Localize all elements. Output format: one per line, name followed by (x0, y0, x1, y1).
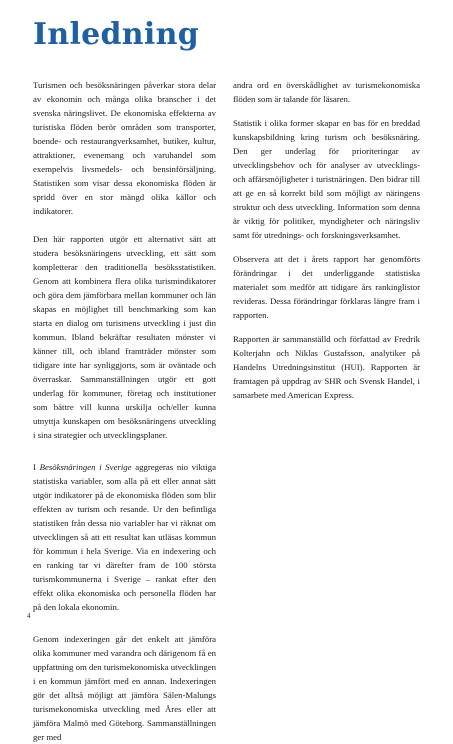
paragraph (33, 460, 216, 614)
paragraph-lead-text: I (33, 462, 40, 472)
paragraph-text: aggregeras nio viktiga statistiska variabler, som alla på ett eller annat sätt utgör indikatorer på de ekonomiska flöden som blir effekten av turism och resande. Ur den befintliga statistiken från dessa nio variabler har vi räknat om utvecklingen så att ett resultat kan utläsas kommun för kommun i hela Sverige. Via en indexering och en ranking tar vi därefter fram de 100 största turismkommunerna i Sverige – rankat efter den effekt olika ekonomiska och personella flöden har på den lokala ekonomin. (33, 462, 216, 612)
paragraph: Observera att det i årets rapport har genomförts förändringar i det underliggande statistiska materialet som medför att tidigare års rankinglistor revideras. Dessa förändringar förklaras längre fram i rapporten. (233, 254, 420, 320)
report-title-italic: Besöksnäringen i Sverige (39, 462, 132, 472)
paragraph: Statistik i olika former skapar en bas för en breddad kunskapsbildning kring turism och besöksnäring. Den ger underlag för prioriteringar av utvecklingsbehov och för analyser av utvecklings- och affärsmöjligheter i turistnäringen. Den bidrar till att ge en så korrekt bild som möjligt av näringens struktur och dess utveckling. Information som denna är viktig för politiker, myndigheter och näringsliv samt för utrednings- och forskningsverksamhet. (233, 118, 420, 240)
page-title: Inledning (33, 17, 200, 52)
paragraph: Rapporten är sammanställd och författad av Fredrik Kolterjahn och Niklas Gustafsson, analytiker på Handelns Utredningsinstitut (HUI). Rapporten är framtagen på uppdrag av SHR och Svensk Handel, i samarbete med American Express. (233, 334, 420, 400)
left-column (33, 78, 216, 744)
paragraph: Turismen och besöksnäringen påverkar stora delar av ekonomin och många olika branscher i det svenska näringslivet. De ekonomiska effekterna av turistiska flöden berör områden som transporter, boende- och restaurangverksamhet, butiker, kultur, attraktioner, evenemang och varuhandel som exempelvis livsmedels- och bensinförsäljning. Statistiken som visar dessa ekonomiska flöden är spridd över en stor mängd olika källor och indikatorer. (33, 80, 216, 216)
paragraph: Genom indexeringen går det enkelt att jämföra olika kommuner med varandra och därigenom få en uppfattning om den turismekonomiska utvecklingen i en kommun jämfört med en annan. Indexeringen gör det alltså möjligt att jämföra Sälen-Malungs turismekonomiska utveckling med Åres eller att jämföra Malmö med Göteborg. Sammanställningen ger med (33, 634, 216, 742)
page-number: 4 (27, 612, 31, 620)
paragraph: andra ord en överskådlighet av turismekonomiska flöden som är talande för läsaren. (233, 80, 420, 104)
right-column (233, 78, 420, 402)
paragraph: Den här rapporten utgör ett alternativt sätt att studera besöksnäringens utveckling, ett sätt som kompletterar den traditionella besöksstatistiken. Genom att kombinera flera olika turismindikatorer och göra dem jämförbara mellan kommuner och län skapas en möjlighet till benchmarking som kan starta en dialog om turismens utveckling i just din kommun. Ibland bekräftar resultaten mönster vi känner till, och ibland framträder mönster som tidigare inte har synliggjorts, som är oväntade och överraskar. Sammanställningen utgör ett gott underlag för kommuner, företag och institutioner som bättre vill kunna urskilja och/eller kunna utnyttja kunskapen om besöksnäringens utveckling i sina strategier och utvecklingsplaner. (33, 234, 216, 440)
